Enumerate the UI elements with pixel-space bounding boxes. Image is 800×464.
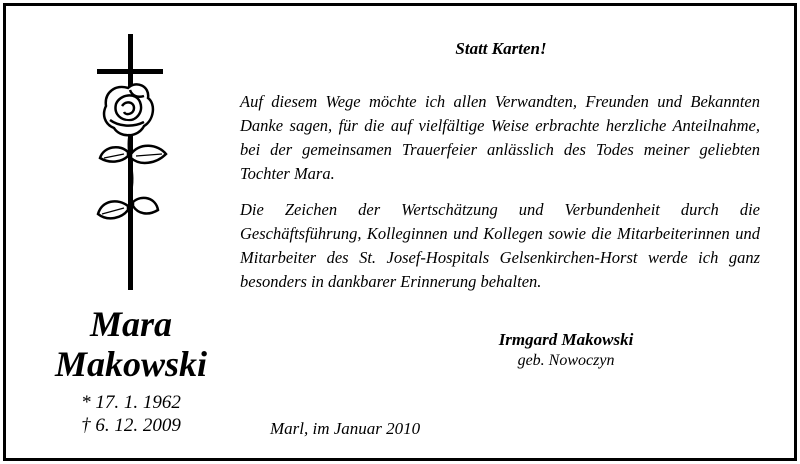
cross-with-rose-icon xyxy=(84,34,184,290)
place-and-date: Marl, im Januar 2010 xyxy=(270,419,421,438)
thanks-paragraph: Auf diesem Wege möchte ich allen Verwandten, Freunden und Bekannten Danke sagen, für die auf vielfältige Weise erbrachte herzliche Anteilnahme, bei der gemeinsamen Trauerfeier anlässlich des Todes meiner geliebten Tochter Mara. xyxy=(240,92,760,183)
signer-name: Irmgard Makowski xyxy=(498,330,634,349)
obituary-notice xyxy=(3,3,797,461)
signer-maiden-name: geb. Nowoczyn xyxy=(517,352,615,369)
notice-heading: Statt Karten! xyxy=(455,39,547,58)
deceased-first-name: Mara xyxy=(89,304,173,344)
birth-date: * 17. 1. 1962 xyxy=(81,392,181,413)
appreciation-paragraph: Die Zeichen der Wertschätzung und Verbundenheit durch die Geschäftsführung, Kolleginnen und Kollegen sowie die Mitarbeiterinnen und Mitarbeiter des St. Josef-Hospitals Gelsenkirchen-Horst werde ich ganz besonders in dankbarer Erinnerung behalten. xyxy=(240,200,760,291)
death-date: † 6. 12. 2009 xyxy=(81,415,181,436)
deceased-last-name: Makowski xyxy=(54,344,208,384)
